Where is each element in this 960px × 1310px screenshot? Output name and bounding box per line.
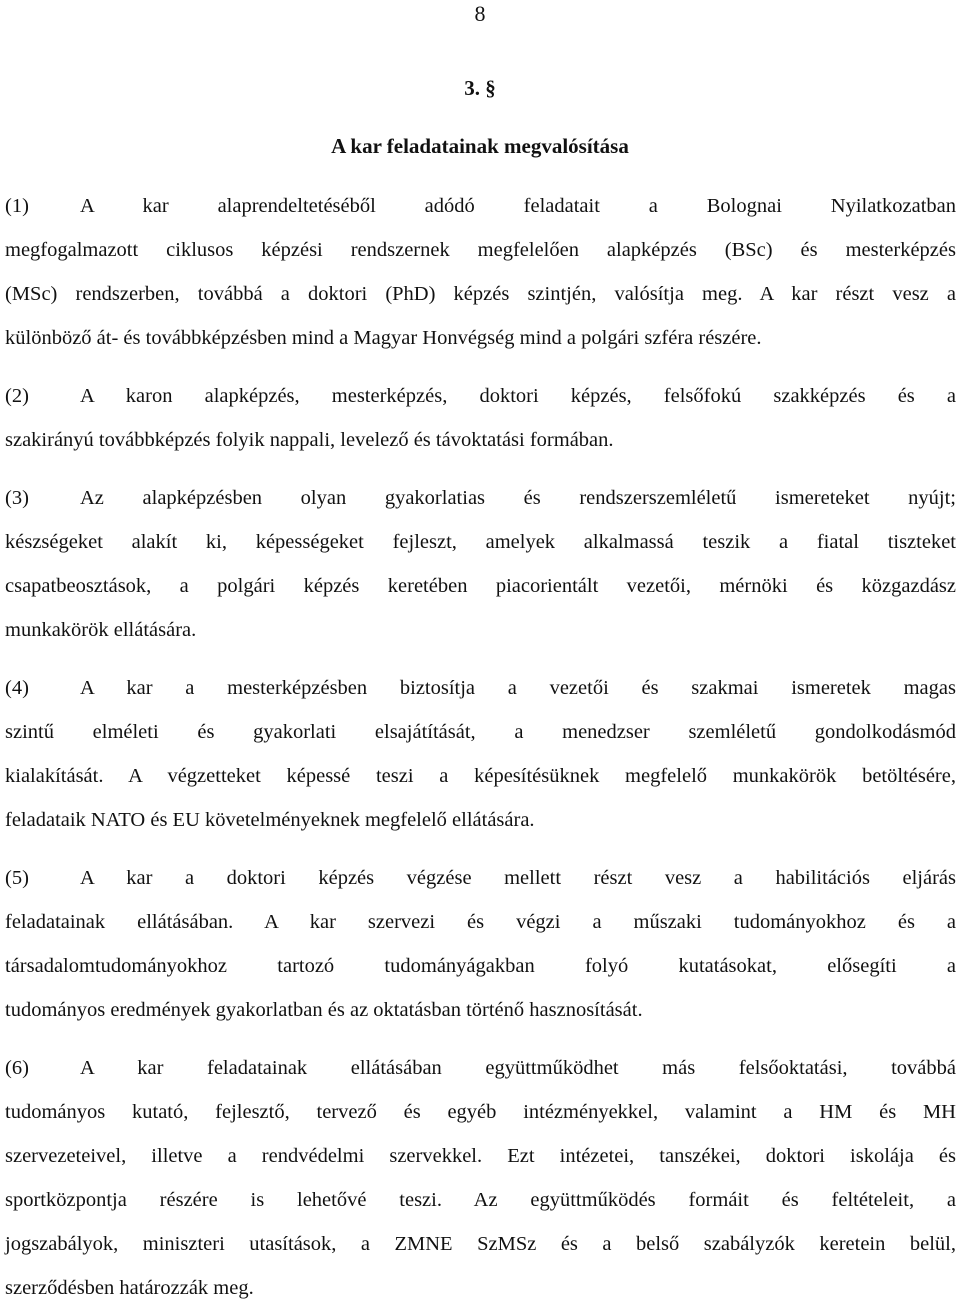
paragraph-line: [5, 856, 956, 900]
section-number: 3. §: [464, 76, 496, 100]
paragraph-line: társadalomtudományokhoz tartozó tudományágakban folyó kutatásokat, elősegíti a: [5, 955, 956, 977]
paragraph-line: [5, 374, 956, 418]
line-text: A kar alaprendeltetéséből adódó feladatait a Bolognai Nyilatkozatban: [80, 195, 956, 217]
paragraph-line: sportközpontja részére is lehetővé teszi. Az együttműködés formáit és feltételeit, a: [5, 1189, 956, 1211]
paragraph-line: megfogalmazott ciklusos képzési rendszernek megfelelően alapképzés (BSc) és mesterképzés: [5, 239, 956, 261]
line-text: A karon alapképzés, mesterképzés, doktori képzés, felsőfokú szakképzés és a: [80, 385, 956, 407]
paragraph-line: szintű elméleti és gyakorlati elsajátítását, a menedzser szemléletű gondolkodásmód: [5, 721, 956, 743]
paragraph-line: tudományos kutató, fejlesztő, tervező és egyéb intézményekkel, valamint a HM és MH: [5, 1101, 956, 1123]
paragraph-line: (MSc) rendszerben, továbbá a doktori (PhD) képzés szintjén, valósítja meg. A kar részt vesz a: [5, 283, 956, 305]
paragraph-number: (4): [5, 677, 29, 699]
paragraph-number: (1): [5, 195, 29, 217]
paragraph-line: készségeket alakít ki, képességeket fejleszt, amelyek alkalmassá teszik a fiatal tiszteket: [5, 531, 956, 553]
paragraph-line: szervezeteivel, illetve a rendvédelmi szervekkel. Ezt intézetei, tanszékei, doktori iskolája és: [5, 1145, 956, 1167]
paragraph-1: [5, 184, 956, 360]
paragraph-line: szerződésben határozzák meg.: [5, 1277, 254, 1299]
paragraph-line: csapatbeosztások, a polgári képzés keretében piacorientált vezetői, mérnöki és közgazdász: [5, 575, 956, 597]
paragraph-line: szakirányú továbbképzés folyik nappali, levelező és távoktatási formában.: [5, 429, 614, 451]
paragraph-number: (6): [5, 1057, 29, 1079]
paragraph-line: különböző át- és továbbképzésben mind a Magyar Honvégség mind a polgári szféra részére.: [5, 327, 762, 349]
paragraph-number: (5): [5, 867, 29, 889]
paragraph-4: [5, 666, 956, 842]
page-number: 8: [474, 1, 486, 26]
paragraph-line: munkakörök ellátására.: [5, 619, 197, 641]
paragraph-2: [5, 374, 956, 462]
paragraph-6: [5, 1046, 956, 1310]
paragraph-line: feladataik NATO és EU követelményeknek megfelelő ellátására.: [5, 809, 535, 831]
paragraph-number: (3): [5, 487, 29, 509]
paragraph-line: [5, 184, 956, 228]
paragraph-line: [5, 666, 956, 710]
paragraph-5: [5, 856, 956, 1032]
line-text: Az alapképzésben olyan gyakorlatias és rendszerszemléletű ismereteket nyújt;: [80, 487, 956, 509]
line-text: A kar a doktori képzés végzése mellett részt vesz a habilitációs eljárás: [80, 867, 956, 889]
paragraph-line: tudományos eredmények gyakorlatban és az oktatásban történő hasznosítását.: [5, 999, 643, 1021]
paragraph-line: [5, 476, 956, 520]
section-title: A kar feladatainak megvalósítása: [331, 134, 629, 158]
paragraph-number: (2): [5, 385, 29, 407]
line-text: A kar a mesterképzésben biztosítja a vezetői és szakmai ismeretek magas: [80, 677, 956, 699]
paragraph-line: jogszabályok, miniszteri utasítások, a ZMNE SzMSz és a belső szabályzók keretein belül,: [5, 1233, 956, 1255]
paragraph-3: [5, 476, 956, 652]
line-text: A kar feladatainak ellátásában együttműködhet más felsőoktatási, továbbá: [80, 1057, 956, 1079]
paragraph-line: [5, 1046, 956, 1090]
paragraph-line: feladatainak ellátásában. A kar szervezi és végzi a műszaki tudományokhoz és a: [5, 911, 956, 933]
paragraph-line: kialakítását. A végzetteket képessé teszi a képesítésüknek megfelelő munkakörök betöltésére,: [5, 765, 956, 787]
